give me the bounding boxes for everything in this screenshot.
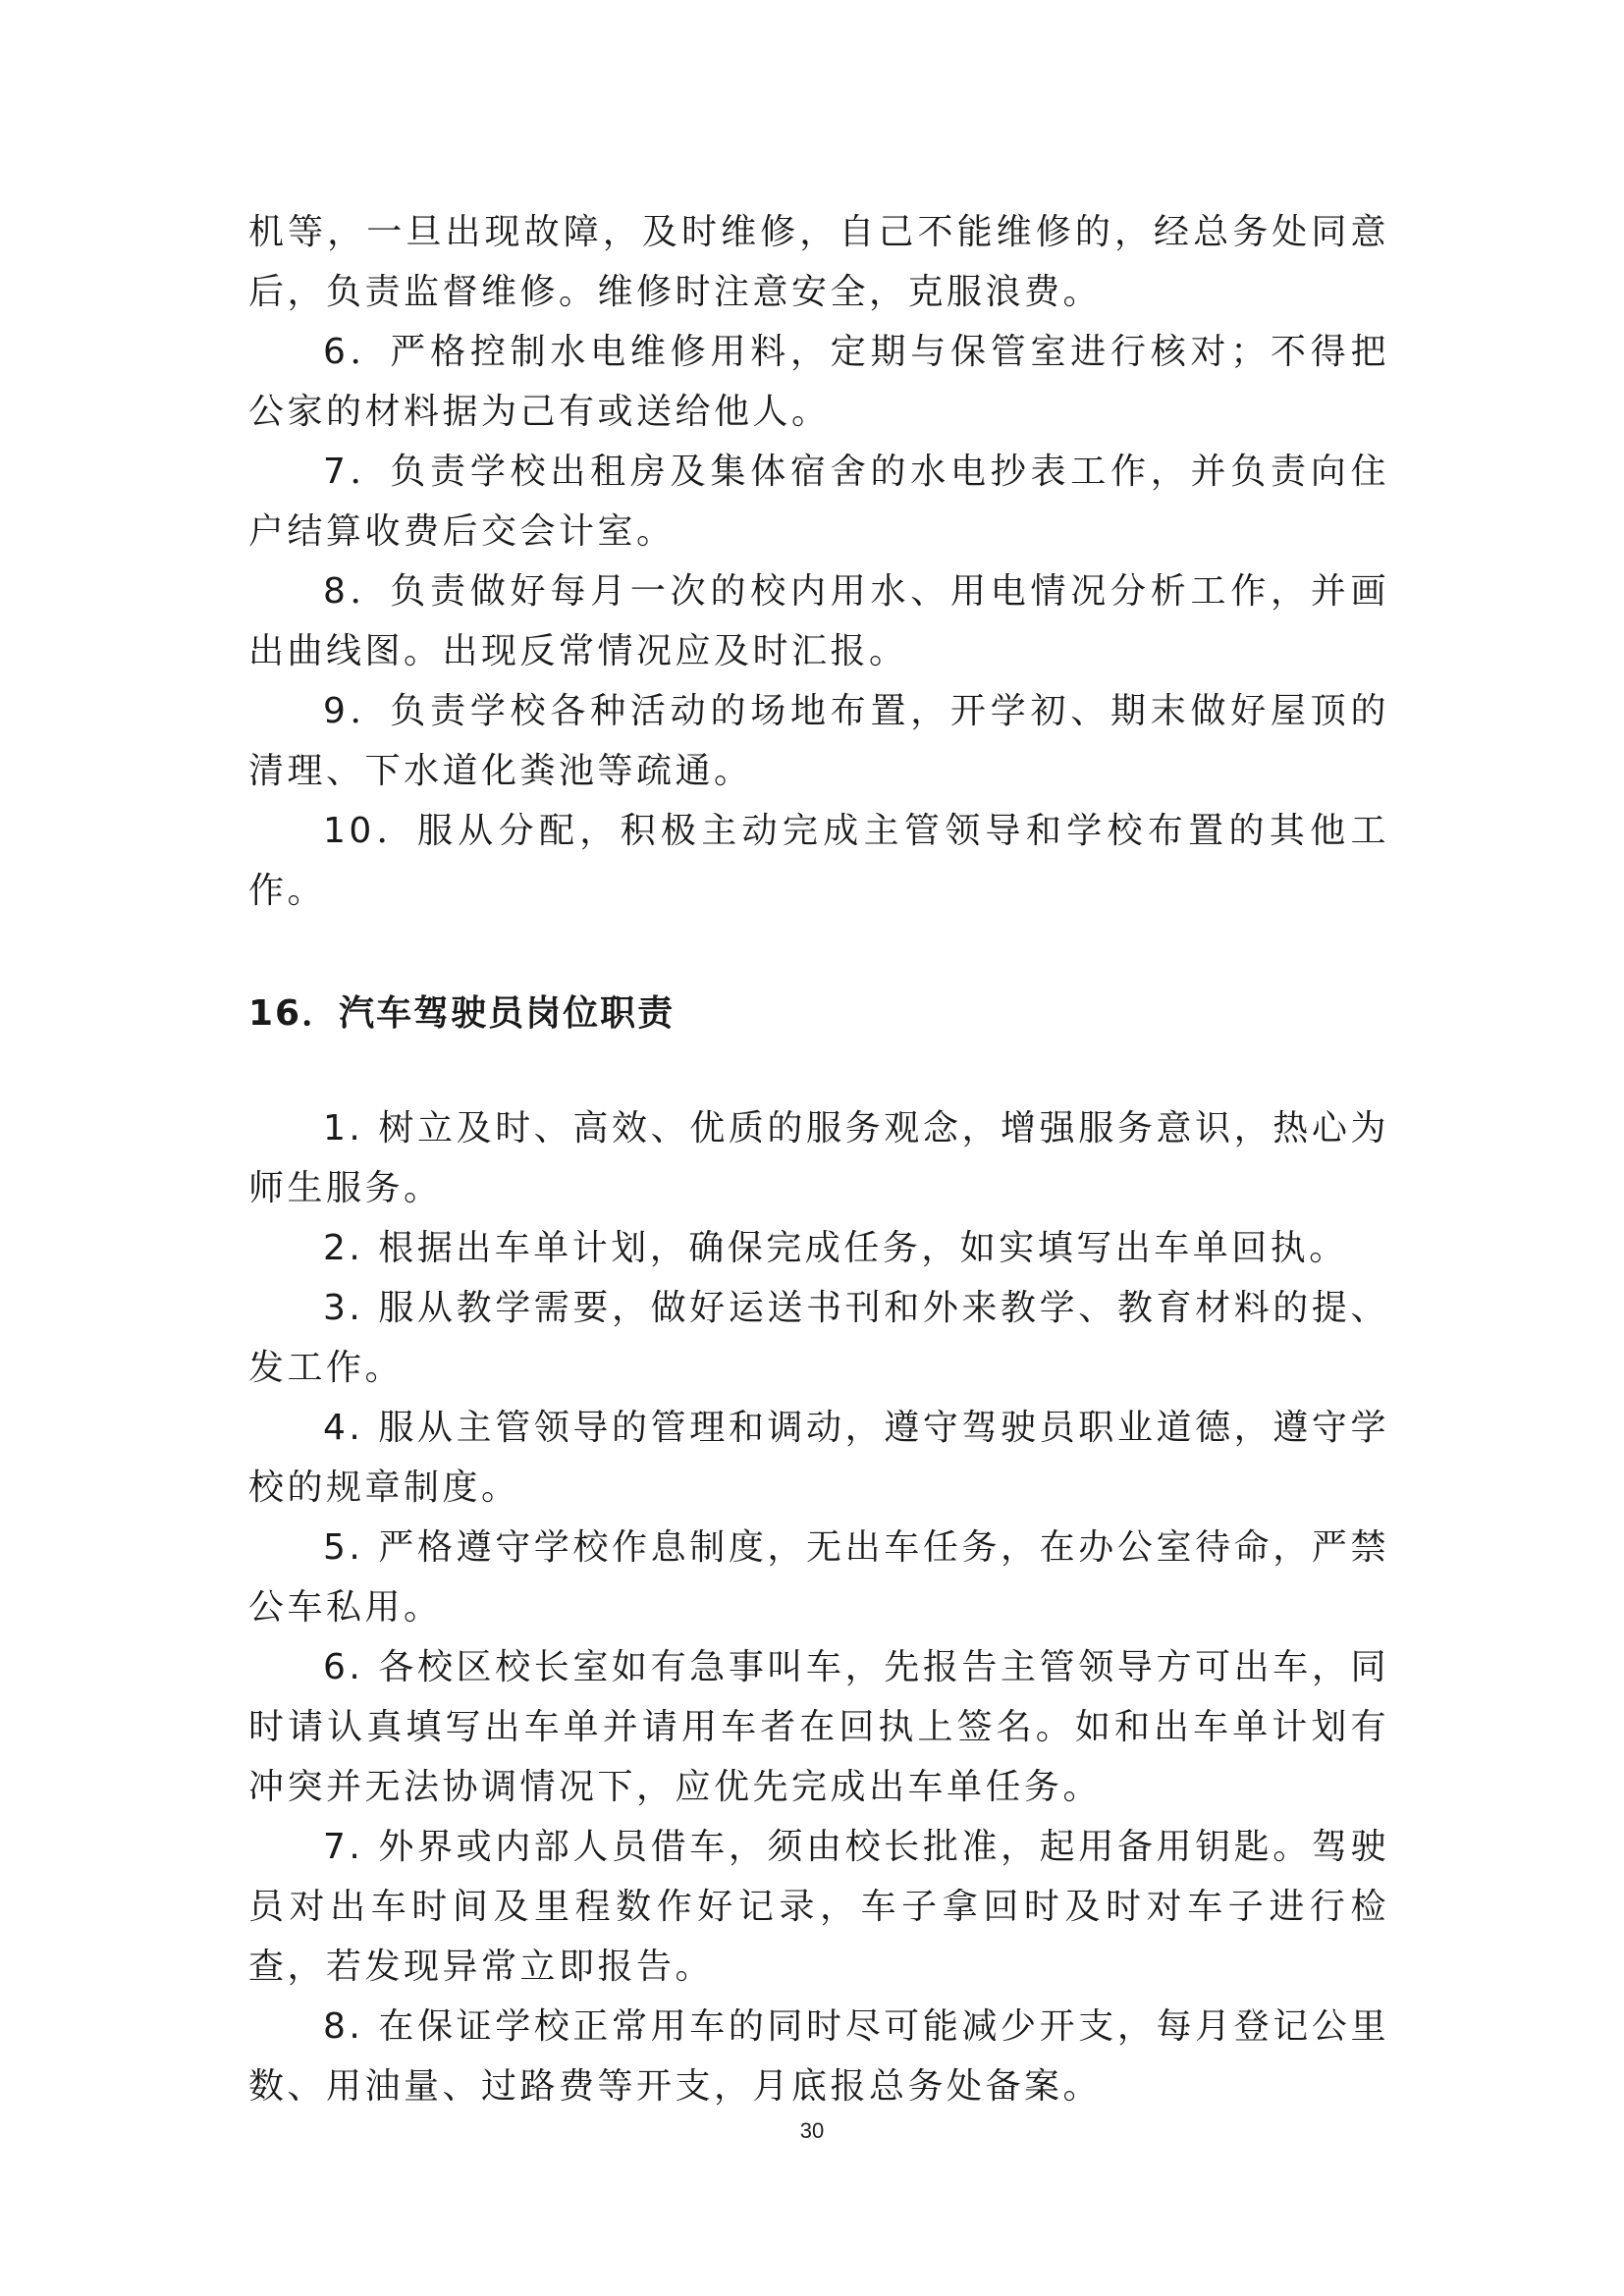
driver-duty-5: 5. 严格遵守学校作息制度，无出车任务，在办公室待命，严禁公车私用。	[248, 1527, 1389, 1628]
driver-duty-4: 4. 服从主管领导的管理和调动，遵守驾驶员职业道德，遵守学校的规章制度。	[248, 1408, 1389, 1508]
driver-duty-1: 1. 树立及时、高效、优质的服务观念，增强服务意识，热心为师生服务。	[248, 1108, 1389, 1208]
duty-item-10: 10．服从分配，积极主动完成主管领导和学校布置的其他工作。	[248, 811, 1389, 911]
duty-item-9: 9．负责学校各种活动的场地布置，开学初、期末做好屋顶的清理、下水道化粪池等疏通。	[248, 691, 1389, 791]
duty-item-7: 7．负责学校出租房及集体宿舍的水电抄表工作，并负责向住户结算收费后交会计室。	[248, 452, 1389, 552]
driver-duty-8: 8. 在保证学校正常用车的同时尽可能减少开支，每月登记公里数、用油量、过路费等开支，月底报总务处备案。	[248, 2006, 1389, 2107]
driver-duty-7: 7. 外界或内部人员借车，须由校长批准，起用备用钥匙。驾驶员对出车时间及里程数作好记录，车子拿回时及时对车子进行检查，若发现异常立即报告。	[248, 1827, 1389, 1987]
page-content	[248, 202, 1389, 2116]
duty-item-8: 8．负责做好每月一次的校内用水、用电情况分析工作，并画出曲线图。出现反常情况应及时汇报。	[248, 571, 1389, 671]
page-number: 30	[799, 2118, 825, 2143]
continued-paragraph: 机等，一旦出现故障，及时维修，自己不能维修的，经总务处同意后，负责监督维修。维修时注意安全，克服浪费。	[248, 212, 1389, 312]
driver-duty-2: 2. 根据出车单计划，确保完成任务，如实填写出车单回执。	[323, 1228, 1348, 1268]
spacer	[248, 1043, 1389, 1098]
section-heading: 16．汽车驾驶员岗位职责	[248, 993, 676, 1034]
driver-duty-6: 6. 各校区校长室如有急事叫车，先报告主管领导方可出车，同时请认真填写出车单并请用车者在回执上签名。如和出车单计划有冲突并无法协调情况下，应优先完成出车单任务。	[248, 1647, 1389, 1807]
driver-duty-3: 3. 服从教学需要，做好运送书刊和外来教学、教育材料的提、发工作。	[248, 1288, 1389, 1388]
duty-item-6: 6．严格控制水电维修用料，定期与保管室进行核对；不得把公家的材料据为己有或送给他人。	[248, 332, 1389, 432]
spacer	[248, 921, 1389, 984]
